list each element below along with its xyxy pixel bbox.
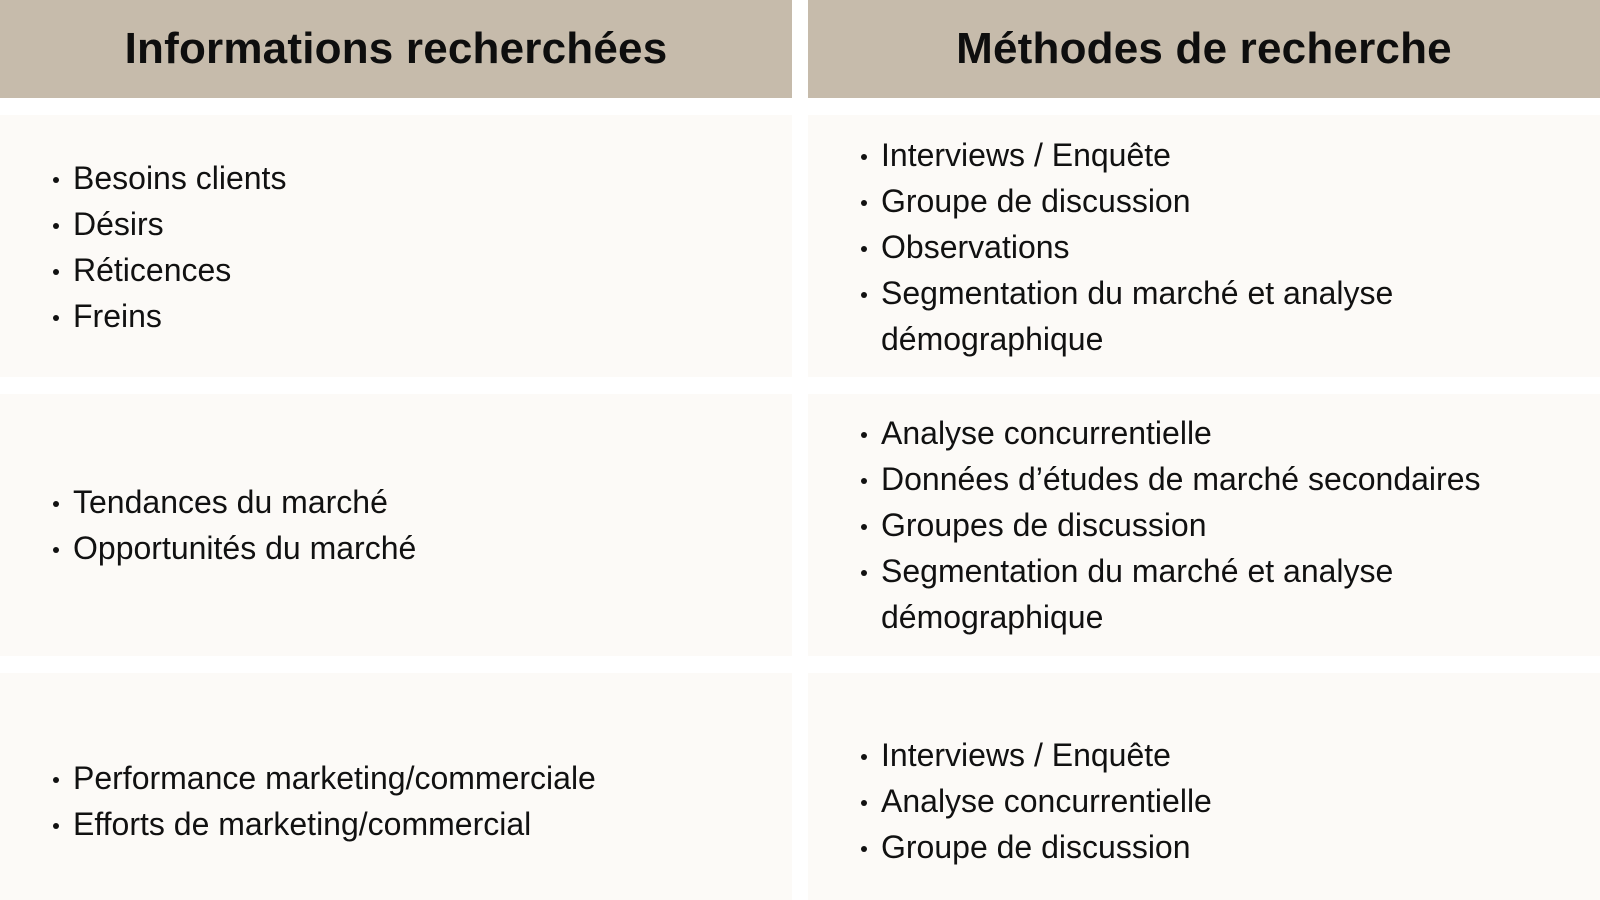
- row-2-info-list: [0, 479, 713, 571]
- row-3-info-list: [0, 755, 713, 847]
- list-item: Segmentation du marché et analyse démographique: [860, 270, 1521, 362]
- list-item: Opportunités du marché: [52, 525, 713, 571]
- list-item: Groupe de discussion: [860, 178, 1521, 224]
- list-item: Observations: [860, 224, 1521, 270]
- row-3-info-cell: [0, 673, 792, 900]
- list-item: Analyse concurrentielle: [860, 410, 1521, 456]
- header-informations-title: Informations recherchées: [124, 24, 668, 73]
- list-item: Désirs: [52, 201, 713, 247]
- list-item: Interviews / Enquête: [860, 732, 1521, 778]
- list-item: Besoins clients: [52, 155, 713, 201]
- list-item: Groupe de discussion: [860, 824, 1521, 870]
- list-item: Tendances du marché: [52, 479, 713, 525]
- list-item: Segmentation du marché et analyse démographique: [860, 548, 1521, 640]
- row-3-methods-list: [808, 732, 1521, 870]
- list-item: Données d’études de marché secondaires: [860, 456, 1521, 502]
- row-1-methods-list: [808, 132, 1521, 362]
- list-item: Performance marketing/commerciale: [52, 755, 713, 801]
- header-methodes: [808, 0, 1600, 98]
- row-2-methods-list: [808, 410, 1521, 640]
- list-item: Efforts de marketing/commercial: [52, 801, 713, 847]
- list-item: Freins: [52, 293, 713, 339]
- row-1-info-cell: [0, 115, 792, 377]
- list-item: Groupes de discussion: [860, 502, 1521, 548]
- header-methodes-title: Méthodes de recherche: [956, 24, 1452, 73]
- list-item: Analyse concurrentielle: [860, 778, 1521, 824]
- row-1-methods-cell: [808, 115, 1600, 377]
- header-informations: [0, 0, 792, 98]
- row-3-methods-cell: [808, 673, 1600, 900]
- row-1-info-list: [0, 155, 713, 339]
- list-item: Interviews / Enquête: [860, 132, 1521, 178]
- list-item: Réticences: [52, 247, 713, 293]
- row-2-methods-cell: [808, 394, 1600, 656]
- row-2-info-cell: [0, 394, 792, 656]
